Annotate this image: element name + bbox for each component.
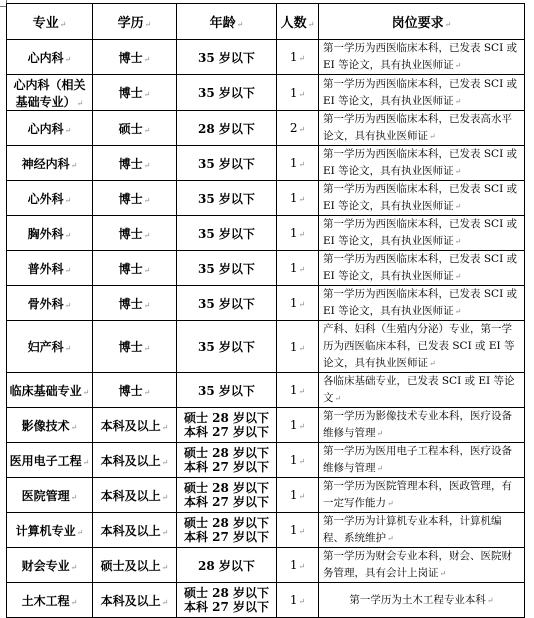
cell-requirements: 产科、妇科（生殖内分泌）专业，第一学历为西医临床本科，已发表 SCI 或 EI 等论文，具有执业医师证↵	[319, 321, 525, 373]
age-line: 35 岁以下	[198, 296, 255, 311]
table-row	[7, 373, 525, 408]
age-line: 35 岁以下	[198, 50, 255, 65]
age-line: 35 岁以下	[198, 156, 255, 171]
cell-count: 1↵	[277, 251, 319, 286]
cell-degree: 博士↵	[93, 373, 177, 408]
cell-count: 1↵	[277, 75, 319, 111]
cell-major: 骨外科↵	[7, 286, 93, 321]
age-line: 硕士 28 岁以下	[183, 586, 270, 600]
age-line: 本科 27 岁以下	[183, 460, 270, 474]
cell-requirements: 第一学历为西医临床本科，已发表 SCI 或 EI 等论文，具有执业医师证↵	[319, 40, 525, 75]
cell-degree: 博士↵	[93, 146, 177, 181]
cell-major: 计算机专业↵	[7, 513, 93, 548]
cell-age	[177, 373, 277, 408]
age-line: 35 岁以下	[198, 261, 255, 276]
cell-requirements: 第一学历为财会专业本科，财会、医院财务管理，具有会计上岗证↵	[319, 548, 525, 583]
header-major: 专业↵	[7, 4, 93, 40]
cell-major: 医院管理↵	[7, 478, 93, 513]
cell-major: 神经内科↵	[7, 146, 93, 181]
age-line: 本科 27 岁以下	[183, 530, 270, 544]
cell-count: 1↵	[277, 373, 319, 408]
cell-major: 心内科↵	[7, 40, 93, 75]
cell-degree: 硕士及以上↵	[93, 548, 177, 583]
cell-count: 1↵	[277, 146, 319, 181]
age-line: 硕士 28 岁以下	[183, 516, 270, 530]
table-row	[7, 181, 525, 216]
table-row	[7, 408, 525, 443]
recruitment-table-container	[6, 3, 525, 618]
table-row	[7, 251, 525, 286]
cell-requirements: 各临床基础专业，已发表 SCI 或 EI 等论文↵	[319, 373, 525, 408]
cell-age	[177, 75, 277, 111]
cell-degree: 博士↵	[93, 75, 177, 111]
cell-count: 1↵	[277, 216, 319, 251]
table-row	[7, 513, 525, 548]
table-row	[7, 75, 525, 111]
cell-major: 临床基础专业↵	[7, 373, 93, 408]
cell-requirements: 第一学历为医用电子工程本科，医疗设备维修与管理↵	[319, 443, 525, 478]
cell-degree: 本科及以上↵	[93, 408, 177, 443]
cell-degree: 博士↵	[93, 181, 177, 216]
table-row	[7, 583, 525, 618]
table-row	[7, 443, 525, 478]
cell-requirements: 第一学历为计算机专业本科，计算机编程、系统维护↵	[319, 513, 525, 548]
cell-age	[177, 321, 277, 373]
age-line: 本科 27 岁以下	[183, 425, 270, 439]
cell-count: 2↵	[277, 111, 319, 146]
cell-age	[177, 583, 277, 618]
cell-degree: 硕士↵	[93, 111, 177, 146]
cell-age	[177, 548, 277, 583]
cell-degree: 博士↵	[93, 286, 177, 321]
cell-requirements: 第一学历为西医临床本科，已发表 SCI 或 EI 等论文，具有执业医师证↵	[319, 75, 525, 111]
header-age: 年龄↵	[177, 4, 277, 40]
cell-requirements: 第一学历为西医临床本科，已发表高水平论文，具有执业医师证↵	[319, 111, 525, 146]
cell-count: 1↵	[277, 548, 319, 583]
table-row	[7, 478, 525, 513]
age-line: 35 岁以下	[198, 191, 255, 206]
age-line: 硕士 28 岁以下	[183, 411, 270, 425]
cell-major: 胸外科↵	[7, 216, 93, 251]
table-row	[7, 548, 525, 583]
cell-count: 1↵	[277, 478, 319, 513]
cell-degree: 博士↵	[93, 216, 177, 251]
cell-age	[177, 443, 277, 478]
cell-age	[177, 146, 277, 181]
cell-age	[177, 40, 277, 75]
table-row	[7, 286, 525, 321]
cell-count: 1↵	[277, 408, 319, 443]
cell-age	[177, 216, 277, 251]
age-line: 35 岁以下	[198, 340, 255, 354]
cell-requirements: 第一学历为西医临床本科，已发表 SCI 或 EI 等论文，具有执业医师证↵	[319, 286, 525, 321]
table-row	[7, 40, 525, 75]
cell-major: 土木工程↵	[7, 583, 93, 618]
cell-requirements: 第一学历为医院管理本科，医政管理，有一定写作能力↵	[319, 478, 525, 513]
cell-requirements: 第一学历为西医临床本科，已发表 SCI 或 EI 等论文，具有执业医师证↵	[319, 181, 525, 216]
age-line: 本科 27 岁以下	[183, 495, 270, 509]
age-line: 硕士 28 岁以下	[183, 446, 270, 460]
cell-degree: 本科及以上↵	[93, 478, 177, 513]
cell-count: 1↵	[277, 583, 319, 618]
cell-major: 妇产科↵	[7, 321, 93, 373]
cell-major: 心内科（相关基础专业）↵	[7, 75, 93, 111]
cell-count: 1↵	[277, 321, 319, 373]
cell-major: 影像技术↵	[7, 408, 93, 443]
cell-degree: 博士↵	[93, 321, 177, 373]
cell-count: 1↵	[277, 443, 319, 478]
recruitment-table	[6, 3, 525, 618]
age-line: 35 岁以下	[198, 86, 255, 100]
age-line: 28 岁以下	[198, 558, 255, 573]
table-header-row	[7, 4, 525, 40]
cell-count: 1↵	[277, 40, 319, 75]
cell-count: 1↵	[277, 181, 319, 216]
cell-major: 普外科↵	[7, 251, 93, 286]
age-line: 硕士 28 岁以下	[183, 481, 270, 495]
cell-age	[177, 408, 277, 443]
cell-major: 财会专业↵	[7, 548, 93, 583]
cell-count: 1↵	[277, 286, 319, 321]
cell-major: 医用电子工程↵	[7, 443, 93, 478]
table-row	[7, 321, 525, 373]
cell-major: 心外科↵	[7, 181, 93, 216]
cell-degree: 本科及以上↵	[93, 443, 177, 478]
cell-age	[177, 181, 277, 216]
cell-count: 1↵	[277, 513, 319, 548]
table-row	[7, 216, 525, 251]
age-line: 35 岁以下	[198, 226, 255, 241]
cell-requirements: 第一学历为西医临床本科，已发表 SCI 或 EI 等论文，具有执业医师证↵	[319, 216, 525, 251]
age-line: 35 岁以下	[198, 383, 255, 398]
cell-age	[177, 513, 277, 548]
cell-requirements: 第一学历为西医临床本科，已发表 SCI 或 EI 等论文，具有执业医师证↵	[319, 146, 525, 181]
header-degree: 学历↵	[93, 4, 177, 40]
age-line: 28 岁以下	[198, 121, 255, 136]
header-count: 人数↵	[277, 4, 319, 40]
header-requirements: 岗位要求↵	[319, 4, 525, 40]
cell-degree: 博士↵	[93, 40, 177, 75]
cell-age	[177, 478, 277, 513]
age-line: 本科 27 岁以下	[183, 600, 270, 614]
cell-requirements: 第一学历为影像技术专业本科，医疗设备维修与管理↵	[319, 408, 525, 443]
cell-requirements: 第一学历为西医临床本科，已发表 SCI 或 EI 等论文，具有执业医师证↵	[319, 251, 525, 286]
cell-major: 心内科↵	[7, 111, 93, 146]
cell-age	[177, 251, 277, 286]
table-row	[7, 146, 525, 181]
table-row	[7, 111, 525, 146]
cell-age	[177, 286, 277, 321]
cell-age	[177, 111, 277, 146]
cell-degree: 本科及以上↵	[93, 513, 177, 548]
cell-degree: 博士↵	[93, 251, 177, 286]
cell-requirements: 第一学历为土木工程专业本科↵	[319, 583, 525, 618]
cell-degree: 本科及以上↵	[93, 583, 177, 618]
